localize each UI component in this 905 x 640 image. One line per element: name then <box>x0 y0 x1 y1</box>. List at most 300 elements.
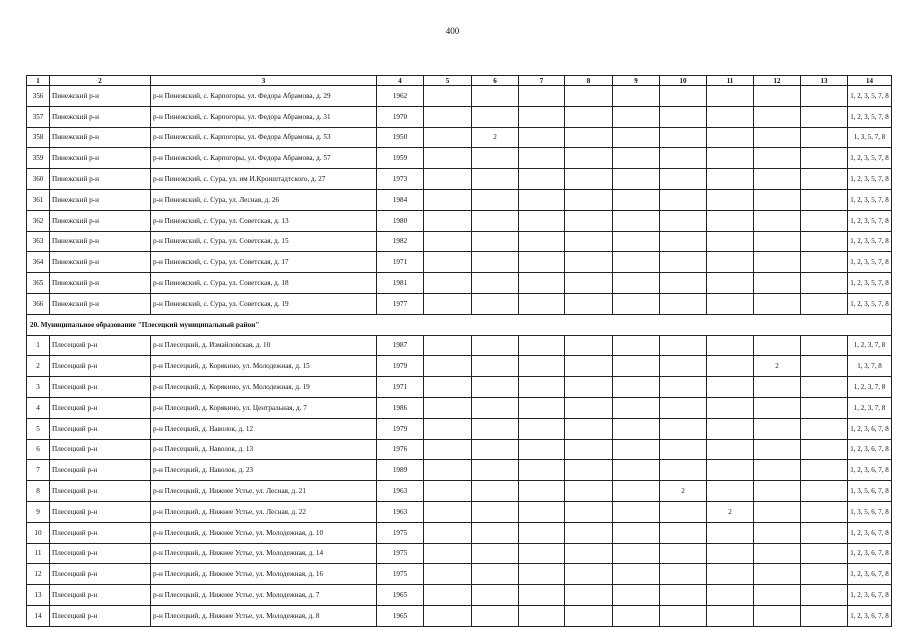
col8-cell <box>565 564 613 585</box>
district-cell: Пинежский р-н <box>50 273 151 294</box>
col5-cell <box>424 127 472 148</box>
col10-cell <box>660 106 707 127</box>
col8-cell <box>565 522 613 543</box>
col12-cell: 2 <box>754 356 801 377</box>
district-cell: Пинежский р-н <box>50 86 151 107</box>
table-row <box>27 231 892 252</box>
col10-cell <box>660 356 707 377</box>
col10-cell: 2 <box>660 481 707 502</box>
row-number: 361 <box>27 189 50 210</box>
col7-cell <box>519 252 565 273</box>
col9-cell <box>613 481 660 502</box>
row-number: 366 <box>27 293 50 314</box>
col12-cell <box>754 481 801 502</box>
district-cell: Пинежский р-н <box>50 210 151 231</box>
col6-cell <box>472 397 519 418</box>
col9-cell <box>613 335 660 356</box>
col8-cell <box>565 397 613 418</box>
col13-cell <box>801 86 848 107</box>
col7-cell <box>519 543 565 564</box>
col14-cell: 1, 2, 3, 5, 7, 8 <box>848 252 892 273</box>
col14-cell: 1, 2, 3, 7, 8 <box>848 335 892 356</box>
col9-cell <box>613 148 660 169</box>
address-cell: р-н Плесецкий, д. Наволок, д. 23 <box>151 460 377 481</box>
col6-cell <box>472 377 519 398</box>
district-cell: Пинежский р-н <box>50 169 151 190</box>
col14-cell: 1, 2, 3, 5, 7, 8 <box>848 231 892 252</box>
col9-cell <box>613 418 660 439</box>
table-row <box>27 293 892 314</box>
col14-cell: 1, 2, 3, 6, 7, 8 <box>848 585 892 606</box>
col11-cell <box>707 377 754 398</box>
district-cell: Плесецкий р-н <box>50 397 151 418</box>
col11-cell <box>707 481 754 502</box>
col7-cell <box>519 231 565 252</box>
year-cell: 1965 <box>377 605 424 626</box>
col6-cell <box>472 564 519 585</box>
year-cell: 1962 <box>377 86 424 107</box>
address-cell: р-н Пинежский, с. Карпогоры, ул. Федора Абрамова, д. 57 <box>151 148 377 169</box>
district-cell: Плесецкий р-н <box>50 439 151 460</box>
table-row <box>27 522 892 543</box>
col14-cell: 1, 2, 3, 5, 7, 8 <box>848 189 892 210</box>
col14-cell: 1, 2, 3, 5, 7, 8 <box>848 148 892 169</box>
col9-cell <box>613 543 660 564</box>
col8-cell <box>565 585 613 606</box>
column-header: 5 <box>424 76 472 86</box>
district-cell: Пинежский р-н <box>50 231 151 252</box>
col5-cell <box>424 439 472 460</box>
col13-cell <box>801 439 848 460</box>
column-header: 12 <box>754 76 801 86</box>
col7-cell <box>519 522 565 543</box>
table-row <box>27 106 892 127</box>
row-number: 362 <box>27 210 50 231</box>
col7-cell <box>519 148 565 169</box>
year-cell: 1989 <box>377 460 424 481</box>
col13-cell <box>801 543 848 564</box>
row-number: 357 <box>27 106 50 127</box>
col10-cell <box>660 605 707 626</box>
col11-cell <box>707 439 754 460</box>
col6-cell <box>472 189 519 210</box>
col8-cell <box>565 127 613 148</box>
col5-cell <box>424 481 472 502</box>
col8-cell <box>565 418 613 439</box>
col11-cell <box>707 543 754 564</box>
col13-cell <box>801 605 848 626</box>
column-header: 11 <box>707 76 754 86</box>
col8-cell <box>565 439 613 460</box>
col10-cell <box>660 397 707 418</box>
district-cell: Пинежский р-н <box>50 148 151 169</box>
col11-cell <box>707 418 754 439</box>
col12-cell <box>754 252 801 273</box>
year-cell: 1959 <box>377 148 424 169</box>
col7-cell <box>519 481 565 502</box>
col7-cell <box>519 356 565 377</box>
col5-cell <box>424 522 472 543</box>
col13-cell <box>801 356 848 377</box>
col12-cell <box>754 169 801 190</box>
col10-cell <box>660 273 707 294</box>
col5-cell <box>424 501 472 522</box>
col6-cell <box>472 460 519 481</box>
col9-cell <box>613 605 660 626</box>
district-cell: Плесецкий р-н <box>50 481 151 502</box>
col11-cell <box>707 564 754 585</box>
col14-cell: 1, 2, 3, 5, 7, 8 <box>848 293 892 314</box>
district-cell: Плесецкий р-н <box>50 460 151 481</box>
col6-cell <box>472 356 519 377</box>
table-body-pinega <box>27 86 892 315</box>
col6-cell <box>472 585 519 606</box>
col10-cell <box>660 585 707 606</box>
col11-cell <box>707 189 754 210</box>
col13-cell <box>801 585 848 606</box>
year-cell: 1981 <box>377 273 424 294</box>
district-cell: Плесецкий р-н <box>50 418 151 439</box>
col8-cell <box>565 210 613 231</box>
col10-cell <box>660 418 707 439</box>
col7-cell <box>519 585 565 606</box>
table-row <box>27 148 892 169</box>
col12-cell <box>754 106 801 127</box>
col10-cell <box>660 127 707 148</box>
col8-cell <box>565 106 613 127</box>
table-row <box>27 335 892 356</box>
col6-cell <box>472 293 519 314</box>
year-cell: 1977 <box>377 293 424 314</box>
table-row <box>27 273 892 294</box>
col14-cell: 1, 2, 3, 6, 7, 8 <box>848 522 892 543</box>
col14-cell: 1, 2, 3, 7, 8 <box>848 397 892 418</box>
col9-cell <box>613 439 660 460</box>
col9-cell <box>613 522 660 543</box>
col8-cell <box>565 335 613 356</box>
district-cell: Плесецкий р-н <box>50 543 151 564</box>
col12-cell <box>754 189 801 210</box>
col9-cell <box>613 106 660 127</box>
table-row <box>27 543 892 564</box>
col13-cell <box>801 460 848 481</box>
col14-cell: 1, 2, 3, 5, 7, 8 <box>848 106 892 127</box>
col14-cell: 1, 2, 3, 6, 7, 8 <box>848 439 892 460</box>
col5-cell <box>424 252 472 273</box>
col9-cell <box>613 127 660 148</box>
col5-cell <box>424 293 472 314</box>
col13-cell <box>801 210 848 231</box>
district-cell: Плесецкий р-н <box>50 356 151 377</box>
district-cell: Плесецкий р-н <box>50 585 151 606</box>
col10-cell <box>660 377 707 398</box>
address-cell: р-н Пинежский, с. Сура, ул. Советская, д. 18 <box>151 273 377 294</box>
table-row <box>27 501 892 522</box>
table-row <box>27 439 892 460</box>
col12-cell <box>754 86 801 107</box>
col9-cell <box>613 86 660 107</box>
col13-cell <box>801 522 848 543</box>
col11-cell <box>707 106 754 127</box>
col7-cell <box>519 460 565 481</box>
col14-cell: 1, 3, 5, 6, 7, 8 <box>848 481 892 502</box>
year-cell: 1963 <box>377 501 424 522</box>
col8-cell <box>565 356 613 377</box>
year-cell: 1986 <box>377 397 424 418</box>
col7-cell <box>519 169 565 190</box>
col13-cell <box>801 252 848 273</box>
col12-cell <box>754 564 801 585</box>
col6-cell <box>472 231 519 252</box>
year-cell: 1975 <box>377 564 424 585</box>
col8-cell <box>565 189 613 210</box>
address-cell: р-н Плесецкий, д. Нижнее Устье, ул. Молодежная, д. 7 <box>151 585 377 606</box>
col6-cell <box>472 543 519 564</box>
col6-cell <box>472 86 519 107</box>
col10-cell <box>660 169 707 190</box>
col12-cell <box>754 127 801 148</box>
column-header: 1 <box>27 76 50 86</box>
col8-cell <box>565 460 613 481</box>
col14-cell: 1, 2, 3, 5, 7, 8 <box>848 169 892 190</box>
col14-cell: 1, 2, 3, 5, 7, 8 <box>848 273 892 294</box>
row-number: 4 <box>27 397 50 418</box>
col6-cell <box>472 481 519 502</box>
col14-cell: 1, 3, 7, 8 <box>848 356 892 377</box>
col9-cell <box>613 397 660 418</box>
col6-cell <box>472 439 519 460</box>
col13-cell <box>801 189 848 210</box>
table-body-plesetsk <box>27 335 892 626</box>
table-section <box>27 314 892 335</box>
col13-cell <box>801 106 848 127</box>
table-row <box>27 481 892 502</box>
col6-cell <box>472 501 519 522</box>
col9-cell <box>613 231 660 252</box>
column-header: 3 <box>151 76 377 86</box>
col9-cell <box>613 585 660 606</box>
col11-cell <box>707 397 754 418</box>
column-header: 9 <box>613 76 660 86</box>
col10-cell <box>660 148 707 169</box>
row-number: 1 <box>27 335 50 356</box>
year-cell: 1970 <box>377 106 424 127</box>
column-header: 13 <box>801 76 848 86</box>
col6-cell <box>472 169 519 190</box>
col7-cell <box>519 273 565 294</box>
col12-cell <box>754 231 801 252</box>
col5-cell <box>424 564 472 585</box>
year-cell: 1975 <box>377 543 424 564</box>
section-title: 20. Муниципальное образование "Плесецкий муниципальный район" <box>27 314 892 335</box>
col5-cell <box>424 273 472 294</box>
col7-cell <box>519 106 565 127</box>
col11-cell <box>707 585 754 606</box>
col9-cell <box>613 252 660 273</box>
housing-table <box>26 75 892 627</box>
col9-cell <box>613 210 660 231</box>
row-number: 363 <box>27 231 50 252</box>
address-cell: р-н Пинежский, с. Карпогоры, ул. Федора Абрамова, д. 29 <box>151 86 377 107</box>
col7-cell <box>519 210 565 231</box>
year-cell: 1963 <box>377 481 424 502</box>
col13-cell <box>801 293 848 314</box>
col13-cell <box>801 501 848 522</box>
col7-cell <box>519 293 565 314</box>
table-row <box>27 605 892 626</box>
col12-cell <box>754 148 801 169</box>
col13-cell <box>801 377 848 398</box>
address-cell: р-н Плесецкий, д. Корякино, ул. Молодежная, д. 19 <box>151 377 377 398</box>
col14-cell: 1, 3, 5, 6, 7, 8 <box>848 501 892 522</box>
year-cell: 1971 <box>377 252 424 273</box>
district-cell: Плесецкий р-н <box>50 522 151 543</box>
col10-cell <box>660 189 707 210</box>
col13-cell <box>801 397 848 418</box>
col10-cell <box>660 522 707 543</box>
col5-cell <box>424 397 472 418</box>
district-cell: Плесецкий р-н <box>50 335 151 356</box>
row-number: 358 <box>27 127 50 148</box>
col11-cell <box>707 210 754 231</box>
district-cell: Плесецкий р-н <box>50 377 151 398</box>
col5-cell <box>424 543 472 564</box>
table-row <box>27 189 892 210</box>
address-cell: р-н Пинежский, с. Карпогоры, ул. Федора Абрамова, д. 31 <box>151 106 377 127</box>
col13-cell <box>801 418 848 439</box>
col11-cell <box>707 86 754 107</box>
address-cell: р-н Пинежский, с. Сура, ул. Лесная, д. 26 <box>151 189 377 210</box>
year-cell: 1971 <box>377 377 424 398</box>
row-number: 13 <box>27 585 50 606</box>
table-row <box>27 169 892 190</box>
column-header: 8 <box>565 76 613 86</box>
col13-cell <box>801 169 848 190</box>
col12-cell <box>754 210 801 231</box>
col12-cell <box>754 418 801 439</box>
address-cell: р-н Пинежский, с. Сура, ул. Советская, д. 13 <box>151 210 377 231</box>
col14-cell: 1, 2, 3, 6, 7, 8 <box>848 605 892 626</box>
col7-cell <box>519 377 565 398</box>
col7-cell <box>519 418 565 439</box>
table-row <box>27 585 892 606</box>
col7-cell <box>519 397 565 418</box>
address-cell: р-н Плесецкий, д. Измайловская, д. 10 <box>151 335 377 356</box>
address-cell: р-н Пинежский, с. Сура, ул. Советская, д. 19 <box>151 293 377 314</box>
year-cell: 1973 <box>377 169 424 190</box>
col7-cell <box>519 335 565 356</box>
address-cell: р-н Плесецкий, д. Наволок, д. 12 <box>151 418 377 439</box>
year-cell: 1980 <box>377 210 424 231</box>
address-cell: р-н Пинежский, с. Сура, ул. Советская, д. 17 <box>151 252 377 273</box>
col11-cell: 2 <box>707 501 754 522</box>
col11-cell <box>707 293 754 314</box>
address-cell: р-н Плесецкий, д. Нижнее Устье, ул. Лесная, д. 21 <box>151 481 377 502</box>
row-number: 12 <box>27 564 50 585</box>
col12-cell <box>754 522 801 543</box>
district-cell: Пинежский р-н <box>50 293 151 314</box>
col10-cell <box>660 439 707 460</box>
col10-cell <box>660 335 707 356</box>
col13-cell <box>801 148 848 169</box>
row-number: 364 <box>27 252 50 273</box>
col12-cell <box>754 377 801 398</box>
table-row <box>27 252 892 273</box>
col5-cell <box>424 585 472 606</box>
col14-cell: 1, 2, 3, 5, 7, 8 <box>848 210 892 231</box>
district-cell: Пинежский р-н <box>50 252 151 273</box>
col9-cell <box>613 564 660 585</box>
col11-cell <box>707 127 754 148</box>
row-number: 6 <box>27 439 50 460</box>
col9-cell <box>613 293 660 314</box>
row-number: 10 <box>27 522 50 543</box>
col13-cell <box>801 231 848 252</box>
col7-cell <box>519 605 565 626</box>
address-cell: р-н Пинежский, с. Карпогоры, ул. Федора Абрамова, д. 53 <box>151 127 377 148</box>
col9-cell <box>613 460 660 481</box>
address-cell: р-н Пинежский, с. Сура, ул. им И.Кронштадтского, д. 27 <box>151 169 377 190</box>
col10-cell <box>660 460 707 481</box>
district-cell: Пинежский р-н <box>50 127 151 148</box>
row-number: 11 <box>27 543 50 564</box>
col7-cell <box>519 86 565 107</box>
year-cell: 1950 <box>377 127 424 148</box>
col8-cell <box>565 605 613 626</box>
col12-cell <box>754 397 801 418</box>
col5-cell <box>424 106 472 127</box>
row-number: 2 <box>27 356 50 377</box>
col11-cell <box>707 460 754 481</box>
col6-cell <box>472 522 519 543</box>
table-row <box>27 564 892 585</box>
table-row <box>27 356 892 377</box>
col13-cell <box>801 273 848 294</box>
col14-cell: 1, 2, 3, 6, 7, 8 <box>848 418 892 439</box>
col10-cell <box>660 543 707 564</box>
col9-cell <box>613 189 660 210</box>
year-cell: 1965 <box>377 585 424 606</box>
col13-cell <box>801 564 848 585</box>
col7-cell <box>519 564 565 585</box>
column-header: 2 <box>50 76 151 86</box>
row-number: 14 <box>27 605 50 626</box>
col11-cell <box>707 148 754 169</box>
col11-cell <box>707 335 754 356</box>
address-cell: р-н Плесецкий, д. Наволок, д. 13 <box>151 439 377 460</box>
col11-cell <box>707 522 754 543</box>
col13-cell <box>801 127 848 148</box>
col9-cell <box>613 377 660 398</box>
col10-cell <box>660 293 707 314</box>
col13-cell <box>801 335 848 356</box>
row-number: 356 <box>27 86 50 107</box>
col8-cell <box>565 481 613 502</box>
col5-cell <box>424 189 472 210</box>
table-row <box>27 418 892 439</box>
address-cell: р-н Плесецкий, д. Нижнее Устье, ул. Молодежная, д. 10 <box>151 522 377 543</box>
address-cell: р-н Плесецкий, д. Нижнее Устье, ул. Молодежная, д. 8 <box>151 605 377 626</box>
row-number: 3 <box>27 377 50 398</box>
col5-cell <box>424 418 472 439</box>
column-header: 4 <box>377 76 424 86</box>
col5-cell <box>424 148 472 169</box>
address-cell: р-н Плесецкий, д. Корякино, ул. Центральная, д. 7 <box>151 397 377 418</box>
col14-cell: 1, 3, 5, 7, 8 <box>848 127 892 148</box>
year-cell: 1979 <box>377 356 424 377</box>
col12-cell <box>754 605 801 626</box>
col6-cell: 2 <box>472 127 519 148</box>
